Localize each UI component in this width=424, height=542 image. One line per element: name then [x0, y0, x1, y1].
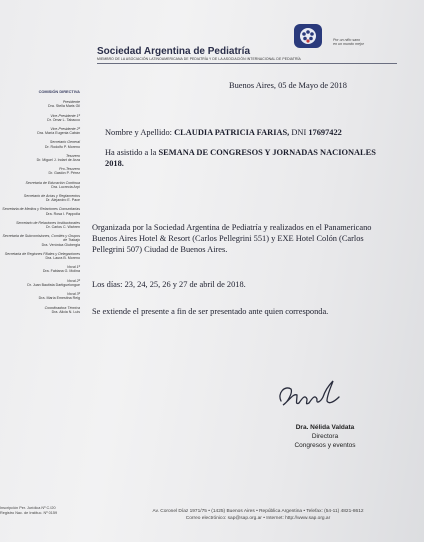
- board-member: Secretario General Dr. Rodolfo P. Moreno: [44, 140, 80, 149]
- footer-address: Av. Coronel Díaz 1971/75 • (1425) Buenos Aires • República Argentina • Telefax: (54-11) 4821-8612: [152, 509, 364, 514]
- legal-line-2: Registro Nac. de Instituc. Nº 0159: [0, 511, 58, 515]
- board-member: Presidente Dra. Stella Maris Gil: [48, 100, 80, 109]
- dni-value: 17697422: [308, 128, 342, 137]
- motto-line-1: Por un niño sano: [333, 38, 361, 42]
- closing-line: Se extiende el presente a fin de ser presentado ante quien corresponda.: [92, 307, 329, 316]
- board-member: Coordinadora Técnica Dra. Alicia N. Luis: [44, 305, 80, 314]
- member-line: MIEMBRO DE LA ASOCIACIÓN LATINOAMERICANA DE PEDIATRÍA Y DE LA ASOCIACIÓN INTERNACIONAL DE PEDIATRÍA: [97, 57, 301, 61]
- board-member: Secretario de Relaciones Institucionales Dr. Carlos C. Wahren: [16, 220, 80, 230]
- footer-contact: Correo electrónico: sap@sap.org.ar • Internet: http://www.sap.org.ar: [185, 516, 331, 521]
- motto-line-2: en un mundo mejor: [333, 42, 364, 47]
- board-member: Pro-Tesorero Dr. Gastón P. Pérez: [48, 167, 80, 176]
- signer-name: Dra. Nélida Valdata: [295, 424, 355, 431]
- board-member: Vocal 1º Dra. Fabiana G. Molina: [42, 265, 80, 274]
- board-member: Secretaria de Regiones Filiales y Delegaciones Dra. Laura B. Moreno: [4, 251, 80, 261]
- event-days: Los días: 23, 24, 25, 26 y 27 de abril de 2018.: [92, 280, 246, 289]
- board-member: Secretario de Actas y Reglamentos Dr. Alejandro E. Pace: [23, 194, 80, 203]
- attended-prefix: Ha asistido a la: [105, 148, 157, 157]
- board-member: Vocal 3º Dra. María Emestina Reig: [38, 292, 80, 301]
- letter-date: Buenos Aires, 05 de Mayo de 2018: [229, 81, 347, 90]
- sidebar-title: COMISIÓN DIRECTIVA: [38, 89, 80, 94]
- board-sidebar: [0, 90, 80, 319]
- dni-label: DNI: [291, 128, 307, 137]
- organized-paragraph: Organizada por la Sociedad Argentina de Pediatría y realizados en el Panamericano Buenos Aires Hotel & Resort (Carlos Pellegrini 551) y EXE Hotel Colón (Carlos Pellegrini 507) Ciudad de Buenos Aires.: [92, 223, 372, 254]
- board-member: Secretaria de Educación Continua Dra. Lucrecia Arpí: [25, 180, 80, 189]
- header-divider: [97, 63, 397, 64]
- board-member: Vice-Presidente 1º Dr. Omar L. Tabacco: [47, 113, 80, 122]
- board-member: Secretaria de Medios y Relaciones Comunitarias Dra. Rosa I. Pappolla: [2, 207, 80, 216]
- attendee-name: CLAUDIA PATRICIA FARIAS,: [174, 128, 290, 137]
- board-member: Tesorero Dr. Miguel J. Indart de Arza: [36, 153, 80, 163]
- signature: [275, 375, 345, 415]
- attendee-line: [105, 128, 342, 137]
- board-member: Vice-Presidente 2º Dra. María Eugenia Cabán: [37, 127, 80, 136]
- event-name: SEMANA DE CONGRESOS Y JORNADAS NACIONALES 2018.: [105, 148, 376, 168]
- signer-block: [270, 423, 380, 450]
- attendance-line: [105, 147, 385, 169]
- legal-line-1: Inscripción Per. Jurídica Nº C.I20: [0, 506, 56, 510]
- signer-title: Directora: [311, 433, 339, 440]
- board-member: Secretaria de Subcomisiones, Comités y Grupos de Trabajo Dra. Verónica Giubergia: [2, 234, 80, 247]
- signer-dept: Congresos y eventos: [294, 442, 356, 449]
- legal-registration: [0, 506, 57, 516]
- name-label: Nombre y Apellido:: [105, 128, 172, 137]
- footer: [98, 508, 418, 522]
- board-member: Vocal 2º Dr. Juan Bautista Dartiguelongue: [27, 278, 80, 287]
- org-name: Sociedad Argentina de Pediatría: [97, 46, 251, 57]
